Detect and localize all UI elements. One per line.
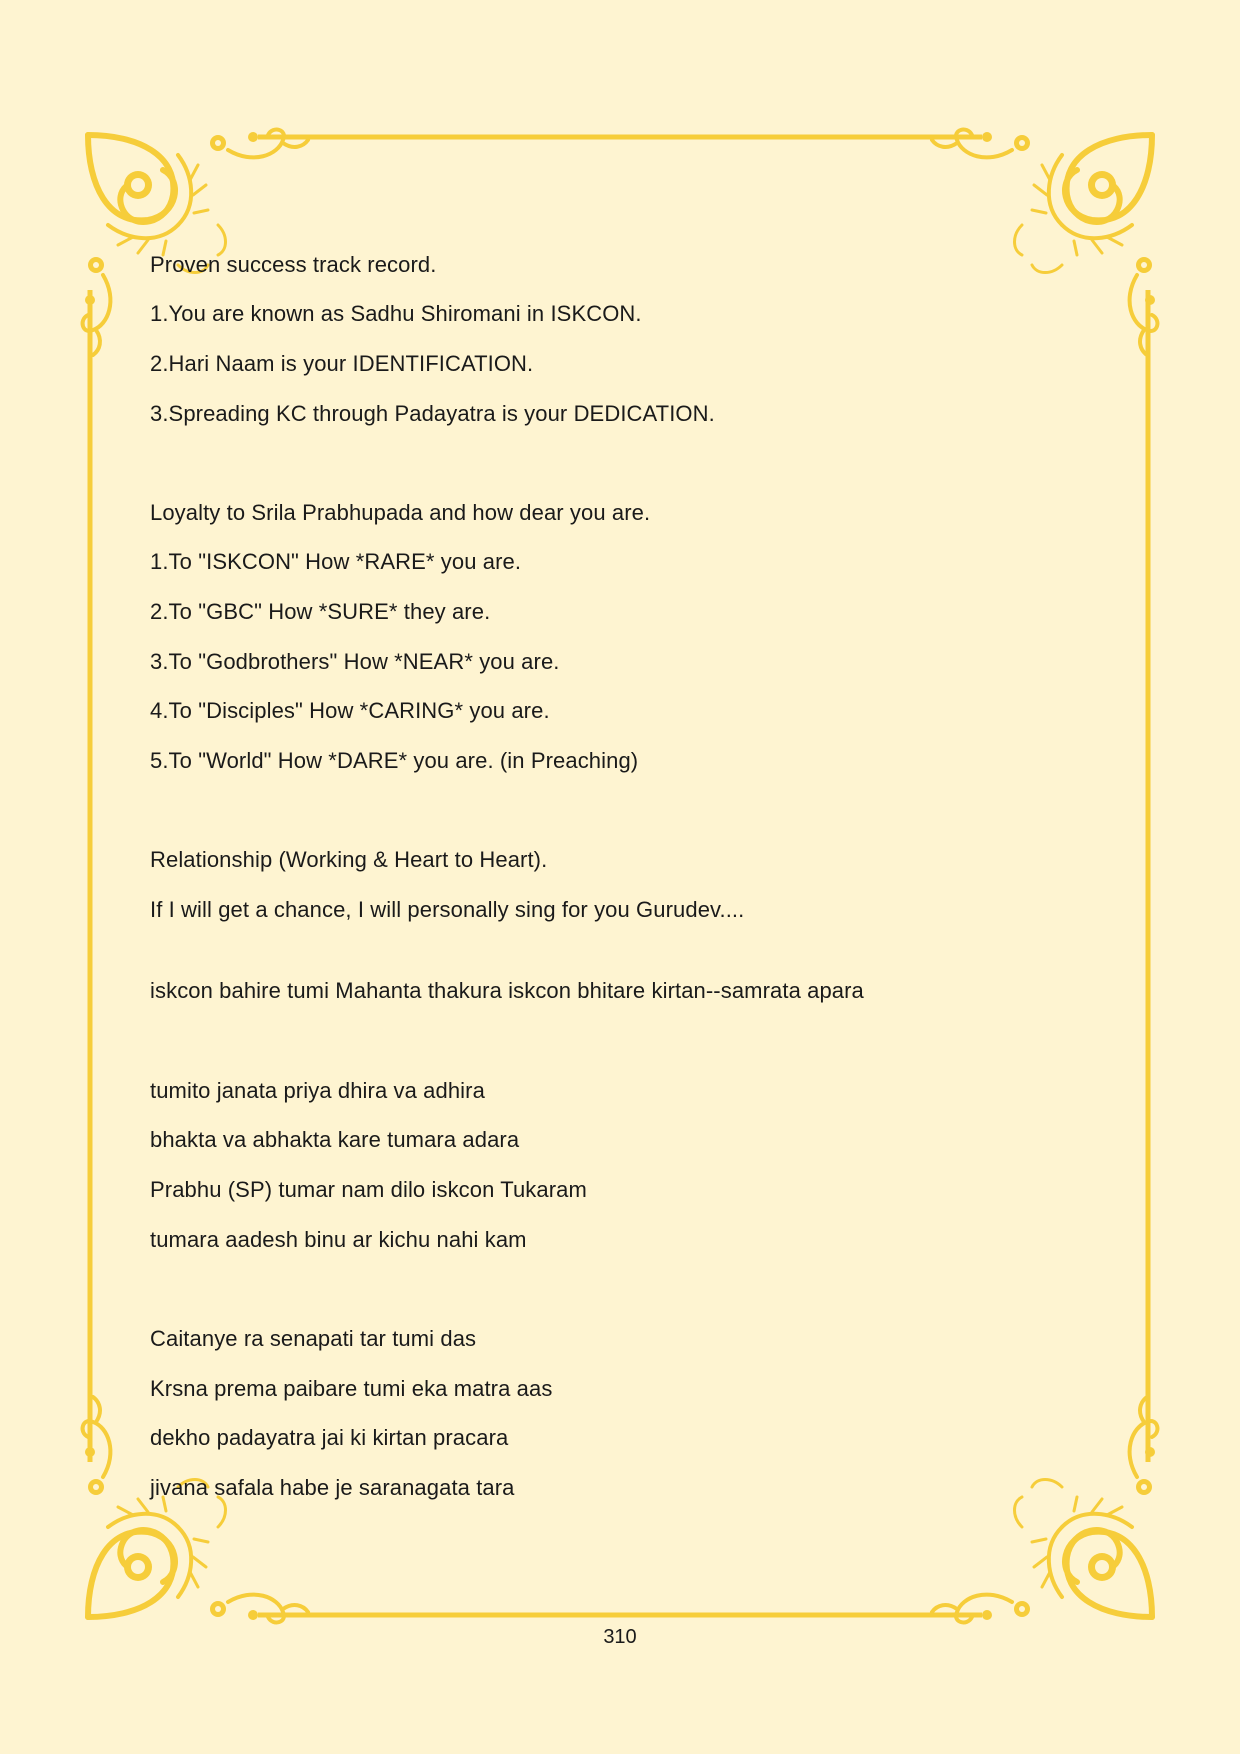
text-line: iskcon bahire tumi Mahanta thakura iskcon bhitare kirtan--samrata apara: [150, 978, 864, 1003]
text-line: 1.To "ISKCON" How *RARE* you are.: [150, 549, 522, 574]
text-line: Krsna prema paibare tumi eka matra aas: [150, 1376, 553, 1401]
text-line: If I will get a chance, I will personally sing for you Gurudev....: [150, 897, 745, 922]
page-number: 310: [603, 1626, 637, 1648]
text-line: 4.To "Disciples" How *CARING* you are.: [150, 698, 550, 723]
text-line: 3.To "Godbrothers" How *NEAR* you are.: [150, 649, 560, 674]
text-line: 3.Spreading KC through Padayatra is your DEDICATION.: [150, 401, 715, 426]
text-line: 5.To "World" How *DARE* you are. (in Preaching): [150, 748, 639, 773]
text-line: bhakta va abhakta kare tumara adara: [150, 1127, 520, 1152]
text-line: Relationship (Working & Heart to Heart).: [150, 847, 548, 872]
text-line: tumito janata priya dhira va adhira: [150, 1078, 485, 1103]
text-line: tumara aadesh binu ar kichu nahi kam: [150, 1227, 527, 1252]
floral-corner-icon-top-right: [932, 130, 1157, 355]
text-line: Caitanye ra senapati tar tumi das: [150, 1326, 477, 1351]
text-line: Proven success track record.: [150, 252, 437, 277]
floral-corner-icon-bottom-right: [932, 1397, 1157, 1622]
text-line: 1.You are known as Sadhu Shiromani in ISKCON.: [150, 301, 642, 326]
text-line: 2.To "GBC" How *SURE* they are.: [150, 599, 491, 624]
text-line: jivana safala habe je saranagata tara: [150, 1475, 515, 1500]
text-line: dekho padayatra jai ki kirtan pracara: [150, 1425, 509, 1450]
text-line: 2.Hari Naam is your IDENTIFICATION.: [150, 351, 534, 376]
text-line: Loyalty to Srila Prabhupada and how dear you are.: [150, 500, 651, 525]
text-line: Prabhu (SP) tumar nam dilo iskcon Tukaram: [150, 1177, 587, 1202]
